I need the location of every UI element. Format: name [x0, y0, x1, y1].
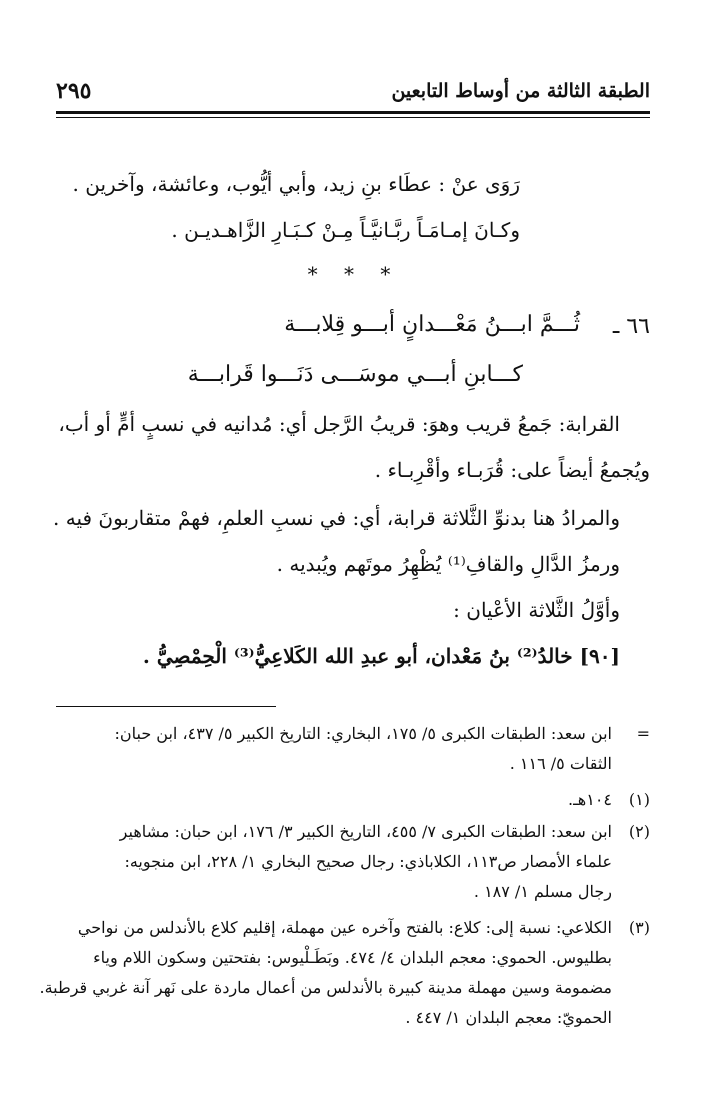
body-line-description: وكـانَ إمـامَـاً ربَّـانيَّـاً مِـنْ كـبَـارِ الزَّاهـديـن .: [171, 218, 520, 242]
footnote-3-line-4: الحمويّ: معجم البلدان ١/ ٤٤٧ .: [405, 1008, 612, 1027]
commentary-first-of-three: وأوَّلُ الثَّلاثة الأعْيان :: [453, 598, 620, 622]
poem-verse-2: كـــابنِ أبـــي موسَـــى دَنَـــوا قَرابـــة: [187, 362, 523, 387]
section-divider-stars: * * *: [307, 262, 401, 286]
commentary-qaraba-line-1: القرابة: جَمعُ قريب وهوَ: قريبُ الرَّجل أي: مُدانيه في نسبٍ أمٍّ أو أب،: [58, 412, 620, 436]
header-rule-thick: [56, 111, 650, 114]
footnote-3-line-2: بطليوس. الحموي: معجم البلدان ٤/ ٤٧٤. وبَطَـلْيوس: بفتحتين وسكون اللام وياء: [93, 948, 612, 967]
commentary-symbol: ورمزُ الدَّالِ والقافِ⁽¹⁾ يُظْهِرُ موتَهم ويُبديه .: [276, 552, 620, 576]
header-rule-thin: [56, 117, 650, 118]
footnote-2-line-3: رجال مسلم ١/ ١٨٧ .: [473, 882, 612, 901]
footnote-2-line-2: علماء الأمصار ص١١٣، الكلاباذي: رجال صحيح البخاري ١/ ٢٢٨، ابن منجويه:: [124, 852, 612, 871]
footnote-3: [39, 918, 650, 1038]
footnote-continued-line-2: الثقات ٥/ ١١٦ .: [509, 754, 612, 773]
entry-heading-khalid: [٩٠] خالدُ⁽²⁾ بنُ مَعْدان، أبو عبدِ الله الكَلاعِيُّ⁽³⁾ الْحِمْصِيُّ .: [142, 644, 620, 668]
footnote-continued-marker: =: [636, 724, 650, 743]
page-number: ٢٩٥: [56, 78, 92, 104]
footnote-2-marker: (٢): [628, 822, 650, 841]
footnote-1-text: ١٠٤هـ.: [568, 790, 612, 809]
commentary-meaning: والمرادُ هنا بدنوِّ الثَّلاثة قرابة، أي: في نسبِ العلمِ، فهمْ متقاربونَ فيه .: [53, 506, 620, 530]
footnote-separator: [56, 706, 276, 707]
footnote-3-marker: (٣): [628, 918, 650, 937]
footnote-2-line-1: ابن سعد: الطبقات الكبرى ٧/ ٤٥٥، التاريخ الكبير ٣/ ١٧٦، ابن حبان: مشاهير: [119, 822, 612, 841]
footnote-1: [56, 790, 650, 816]
verse-number: ٦٦ ـ: [612, 314, 650, 339]
poem-verse-1: ثُـــمَّ ابـــنُ مَعْـــدانٍ أبـــو قِلابـــة: [284, 312, 580, 337]
footnote-2: [56, 822, 650, 912]
body-line-narrators: رَوَى عنْ : عطَاء بنِ زيد، وأبي أيُّوب، وعائشة، وآخرين .: [72, 172, 520, 196]
footnote-3-line-1: الكلاعي: نسبة إلى: كلاع: بالفتح وآخره عين مهملة، إقليم كلاع بالأندلس من نواحي: [77, 918, 612, 937]
footnote-3-line-3: مضمومة وسين مهملة مدينة كبيرة بالأندلس من أعمال ماردة على نَهر آنة غربي قرطبة.: [39, 978, 612, 997]
footnote-1-marker: (١): [628, 790, 650, 809]
running-header-title: الطبقة الثالثة من أوساط التابعين: [391, 80, 650, 102]
footnote-continued: [56, 724, 650, 784]
commentary-qaraba-line-2: ويُجمعُ أيضاً على: قُرَبـاء وأقْرِبـاء .: [374, 458, 650, 482]
footnote-continued-line-1: ابن سعد: الطبقات الكبرى ٥/ ١٧٥، البخاري: التاريخ الكبير ٥/ ٤٣٧، ابن حبان:: [114, 724, 612, 743]
